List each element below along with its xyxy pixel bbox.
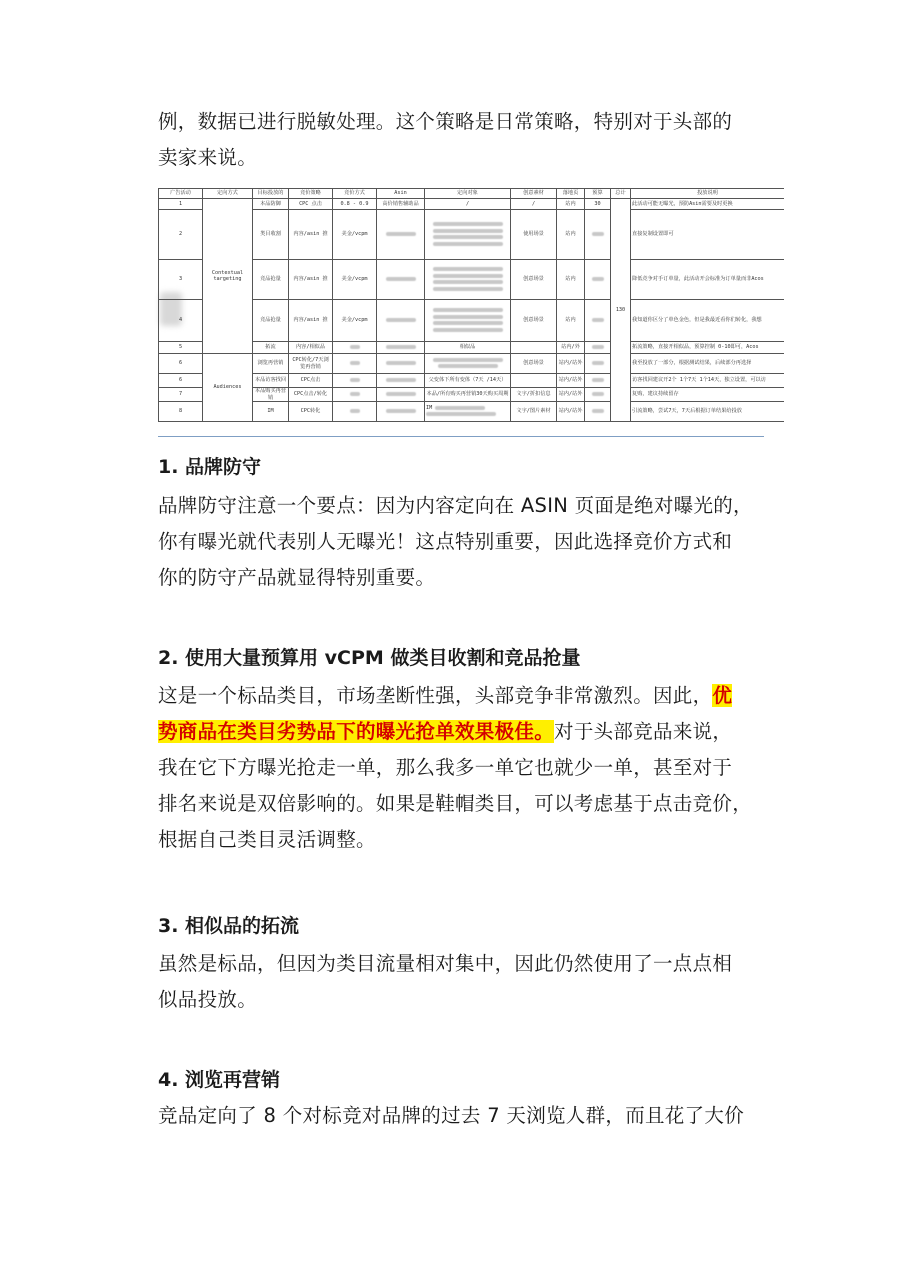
cell-goal: 本品访客找回 bbox=[253, 374, 289, 388]
cell-no: 8 bbox=[159, 402, 203, 422]
cell-total bbox=[611, 199, 631, 422]
cell-goal: 本品防御 bbox=[253, 199, 289, 210]
section-2-line: 排名来说是双倍影响的。如果是鞋帽类目，可以考虑基于点击竞价， bbox=[158, 792, 753, 815]
cell-note: 降低竞争对手订单量，此活动开会标准为订单量而非Acos bbox=[631, 260, 785, 300]
target-text: IM bbox=[426, 405, 433, 411]
table-header: 广告活动 bbox=[159, 189, 203, 199]
cell-bid-redacted bbox=[333, 402, 377, 422]
cell-landing: 站内/站外 bbox=[557, 354, 585, 374]
campaign-table bbox=[158, 188, 784, 426]
section-1-title: 1. 品牌防守 bbox=[158, 456, 262, 478]
table-row bbox=[159, 388, 785, 402]
cell-budget-redacted bbox=[585, 260, 611, 300]
group-contextual: Contextual targeting bbox=[203, 199, 253, 354]
cell-creative bbox=[511, 374, 557, 388]
table-header: 落地页 bbox=[557, 189, 585, 199]
cell-budget-redacted bbox=[585, 300, 611, 342]
cell-note: 此活动可能无曝光，预防Asin需要及时更换 bbox=[631, 199, 785, 210]
section-2-text: 对于头部竞品来说， bbox=[554, 720, 733, 743]
section-3-line: 似品投放。 bbox=[158, 988, 258, 1011]
cell-asin-redacted bbox=[377, 374, 425, 388]
total-value: 130 bbox=[615, 306, 626, 313]
cell-target: 相似品 bbox=[425, 342, 511, 354]
cell-landing: 站内/站外 bbox=[557, 402, 585, 422]
cell-budget-redacted bbox=[585, 374, 611, 388]
cell-no: 1 bbox=[159, 199, 203, 210]
cell-asin-redacted bbox=[377, 342, 425, 354]
cell-no: 5 bbox=[159, 342, 203, 354]
cell-budget-redacted bbox=[585, 210, 611, 260]
campaign-table-grid bbox=[158, 188, 784, 422]
cell-note: 我至投放了一部分，根据测试结果，后续部分再选择 bbox=[631, 354, 785, 374]
cell-budget: 30 bbox=[585, 199, 611, 210]
cell-budget-redacted bbox=[585, 388, 611, 402]
cell-landing: 站内 bbox=[557, 199, 585, 210]
cell-strategy: 内容/asin 推 bbox=[289, 300, 333, 342]
cell-creative: 创意场景 bbox=[511, 300, 557, 342]
table-header: 预算 bbox=[585, 189, 611, 199]
cell-strategy: CPC点击/转化 bbox=[289, 388, 333, 402]
cell-budget-redacted bbox=[585, 354, 611, 374]
cell-landing: 站内 bbox=[557, 210, 585, 260]
cell-goal: 本品购买再营销 bbox=[253, 388, 289, 402]
cell-goal: 竞品抢量 bbox=[253, 260, 289, 300]
table-row bbox=[159, 199, 785, 210]
cell-no: 4 bbox=[159, 300, 203, 342]
section-2-line: 我在它下方曝光抢走一单，那么我多一单它也就少一单，甚至对于 bbox=[158, 756, 733, 779]
divider-line bbox=[158, 436, 764, 437]
cell-goal: 拓流 bbox=[253, 342, 289, 354]
cell-strategy: CPC点击 bbox=[289, 374, 333, 388]
section-4-title: 4. 浏览再营销 bbox=[158, 1069, 281, 1091]
table-header: 目标投放的 bbox=[253, 189, 289, 199]
table-row bbox=[159, 342, 785, 354]
cell-target: / bbox=[425, 199, 511, 210]
cell-asin-redacted bbox=[377, 300, 425, 342]
cell-budget-redacted bbox=[585, 402, 611, 422]
cell-bid-redacted bbox=[333, 388, 377, 402]
cell-bid-redacted bbox=[333, 354, 377, 374]
cell-bid: 0.8 - 0.9 bbox=[333, 199, 377, 210]
cell-note: 引流策略，尝试7天，7天后根据订单结果给投放 bbox=[631, 402, 785, 422]
section-2-line bbox=[158, 714, 770, 750]
section-2-title: 2. 使用大量预算用 vCPM 做类目收割和竞品抢量 bbox=[158, 647, 581, 669]
cell-budget-redacted bbox=[585, 342, 611, 354]
cell-no: 3 bbox=[159, 260, 203, 300]
highlighted-text: 势商品在类目劣势品下的曝光抢单效果极佳。 bbox=[158, 720, 555, 743]
cell-no: 6 bbox=[159, 354, 203, 374]
cell-landing: 站内 bbox=[557, 260, 585, 300]
cell-creative: 使用场景 bbox=[511, 210, 557, 260]
cell-goal: 类目收割 bbox=[253, 210, 289, 260]
table-row bbox=[159, 354, 785, 374]
intro-paragraph bbox=[158, 104, 770, 176]
cell-landing: 站内/外 bbox=[557, 342, 585, 354]
section-3-title: 3. 相似品的拓流 bbox=[158, 915, 300, 937]
section-2-body bbox=[158, 678, 770, 858]
cell-asin-redacted bbox=[377, 210, 425, 260]
cell-note: 我知道你区分了单色金色，但是我最近看你们转化，我想 bbox=[631, 300, 785, 342]
highlighted-text: 优 bbox=[712, 684, 733, 707]
table-row bbox=[159, 300, 785, 342]
cell-no: 2 bbox=[159, 210, 203, 260]
cell-creative bbox=[511, 342, 557, 354]
cell-bid: 美金/vcpm bbox=[333, 210, 377, 260]
cell-no: 7 bbox=[159, 388, 203, 402]
section-3-line: 虽然是标品，但因为类目流量相对集中，因此仍然使用了一点点相 bbox=[158, 952, 733, 975]
cell-landing: 站内/站外 bbox=[557, 388, 585, 402]
cell-target-redacted bbox=[425, 260, 511, 300]
cell-bid-redacted bbox=[333, 342, 377, 354]
table-header: 定向方式 bbox=[203, 189, 253, 199]
cell-creative: 创意场景 bbox=[511, 260, 557, 300]
table-row bbox=[159, 402, 785, 422]
section-1-line: 品牌防守注意一个要点：因为内容定向在 ASIN 页面是绝对曝光的， bbox=[158, 494, 753, 517]
table-row bbox=[159, 210, 785, 260]
cell-strategy: CPC转化 bbox=[289, 402, 333, 422]
table-header-row bbox=[159, 189, 785, 199]
cell-landing: 站内 bbox=[557, 300, 585, 342]
cell-target: 父变体下所有变体（7天 /14天） bbox=[425, 374, 511, 388]
section-4-body bbox=[158, 1098, 770, 1134]
cell-note: 复购，建议持续留存 bbox=[631, 388, 785, 402]
cell-strategy: CPC 点击 bbox=[289, 199, 333, 210]
cell-creative: 文字/图片素材 bbox=[511, 402, 557, 422]
section-1-line: 你的防守产品就显得特别重要。 bbox=[158, 566, 436, 589]
section-1-body bbox=[158, 488, 770, 596]
section-2-text: 这是一个标品类目，市场垄断性强，头部竞争非常激烈。因此， bbox=[158, 684, 713, 707]
cell-note: 直接复制设置即可 bbox=[631, 210, 785, 260]
intro-line-2: 卖家来说。 bbox=[158, 146, 258, 169]
table-header: 创意素材 bbox=[511, 189, 557, 199]
section-3-body bbox=[158, 946, 770, 1018]
cell-asin-redacted bbox=[377, 402, 425, 422]
intro-line-1: 例，数据已进行脱敏处理。这个策略是日常策略，特别对于头部的 bbox=[158, 110, 733, 133]
cell-strategy: 内容/相似品 bbox=[289, 342, 333, 354]
cell-target-redacted bbox=[425, 354, 511, 374]
cell-bid-redacted bbox=[333, 374, 377, 388]
cell-note: 拓流策略，直接开相似品，预算控制 0-10即可，Acos bbox=[631, 342, 785, 354]
cell-bid: 美金/vcpm bbox=[333, 260, 377, 300]
section-4-line: 竞品定向了 8 个对标竞对品牌的过去 7 天浏览人群，而且花了大价 bbox=[158, 1104, 745, 1127]
cell-note: 访客找回建议开2个 1个7天 1个14天，独立设置，可以访 bbox=[631, 374, 785, 388]
section-2-line: 根据自己类目灵活调整。 bbox=[158, 828, 376, 851]
cell-goal: 浏览再营销 bbox=[253, 354, 289, 374]
section-1-line: 你有曝光就代表别人无曝光！这点特别重要，因此选择竞价方式和 bbox=[158, 530, 733, 553]
cell-strategy: 内容/asin 推 bbox=[289, 260, 333, 300]
cell-creative: 创意场景 bbox=[511, 354, 557, 374]
cell-target: 本品/所有购买再营销30天购买周期 bbox=[425, 388, 511, 402]
cell-target-redacted bbox=[425, 210, 511, 260]
table-header: 竞价方式 bbox=[333, 189, 377, 199]
cell-asin-redacted bbox=[377, 388, 425, 402]
table-row bbox=[159, 260, 785, 300]
cell-strategy: CPC转化/7天浏览再营销 bbox=[289, 354, 333, 374]
table-header: 定向对象 bbox=[425, 189, 511, 199]
cell-asin: 高价销售辅助品 bbox=[377, 199, 425, 210]
table-row bbox=[159, 374, 785, 388]
cell-goal: 竞品抢量 bbox=[253, 300, 289, 342]
table-header: 总计 bbox=[611, 189, 631, 199]
cell-creative: 文字/折扣信息 bbox=[511, 388, 557, 402]
cell-asin-redacted bbox=[377, 354, 425, 374]
cell-goal: IM bbox=[253, 402, 289, 422]
cell-no: 6 bbox=[159, 374, 203, 388]
cell-target-redacted bbox=[425, 300, 511, 342]
cell-target bbox=[425, 402, 511, 422]
section-2-line bbox=[158, 678, 770, 714]
table-header: 竞价策略 bbox=[289, 189, 333, 199]
cell-strategy: 内容/asin 推 bbox=[289, 210, 333, 260]
cell-bid: 美金/vcpm bbox=[333, 300, 377, 342]
cell-creative: / bbox=[511, 199, 557, 210]
table-header: Asin bbox=[377, 189, 425, 199]
group-audiences: Audiences bbox=[203, 354, 253, 422]
cell-landing: 站内/站外 bbox=[557, 374, 585, 388]
cell-asin-redacted bbox=[377, 260, 425, 300]
table-header: 投放说明 bbox=[631, 189, 785, 199]
